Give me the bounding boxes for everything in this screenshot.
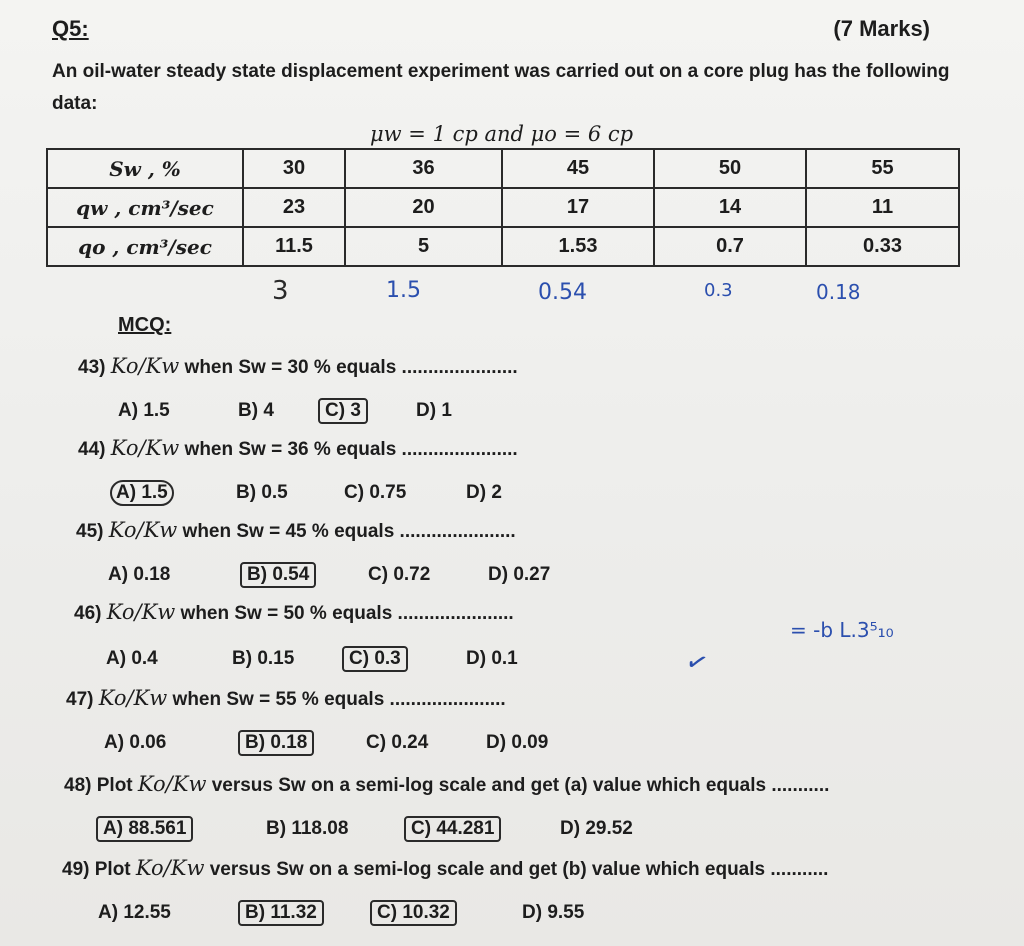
ratio-label: Ko/Kw (137, 772, 207, 796)
table-row (47, 227, 959, 266)
option-c-selected: C) 3 (318, 398, 368, 424)
option-d: D) 0.27 (488, 564, 551, 585)
option-b: B) 118.08 (266, 818, 349, 839)
question-text: when Sw = 45 % equals ...................... (182, 521, 516, 542)
question-47 (66, 686, 506, 711)
marks-label: (7 Marks) (833, 16, 930, 41)
option-d: D) 2 (466, 482, 502, 503)
question-label: Q5: (52, 16, 89, 41)
table-cell: 0.33 (806, 227, 959, 266)
option-c: C) 0.75 (344, 482, 407, 503)
option-d: D) 1 (416, 400, 452, 421)
option-d: D) 0.09 (486, 732, 549, 753)
table-cell: 5 (345, 227, 502, 266)
table-cell: 55 (806, 149, 959, 188)
question-44 (78, 436, 518, 461)
handwritten-note: = -b L.3⁵₁₀ (790, 618, 894, 642)
table-row (47, 149, 959, 188)
question-intro: An oil-water steady state displacement experiment was carried out on a core plug has the following data: (52, 61, 950, 114)
table-row (47, 188, 959, 227)
viscosity-line: μw = 1 cp and μo = 6 cp (370, 122, 634, 146)
table-cell: 30 (243, 149, 345, 188)
question-48 (64, 772, 829, 797)
table-cell: 1.53 (502, 227, 654, 266)
option-b: B) 4 (238, 400, 274, 421)
table-cell: 11.5 (243, 227, 345, 266)
ratio-label: Ko/Kw (108, 518, 178, 542)
table-cell: 0.7 (654, 227, 806, 266)
question-text: versus Sw on a semi-log scale and get (a) value which equals ........... (211, 775, 830, 796)
ratio-label: Ko/Kw (110, 436, 180, 460)
table-cell: 17 (502, 188, 654, 227)
option-a: A) 12.55 (98, 902, 171, 923)
option-c-selected: C) 0.3 (342, 646, 408, 672)
handwritten-ratio: 3 (272, 276, 289, 306)
question-number: 46) (74, 603, 102, 624)
option-a: A) 0.4 (106, 648, 158, 669)
ratio-label: Ko/Kw (106, 600, 176, 624)
ratio-label: Ko/Kw (135, 856, 205, 880)
row-label-sw: Sw , % (47, 149, 243, 188)
question-text: when Sw = 30 % equals ...................... (184, 357, 518, 378)
option-d: D) 0.1 (466, 648, 518, 669)
question-number: 49) Plot (62, 859, 131, 880)
option-c-marked: C) 44.281 (404, 816, 501, 842)
row-label-qo: qo , cm³/sec (47, 227, 243, 266)
option-c: C) 0.24 (366, 732, 429, 753)
question-number: 47) (66, 689, 94, 710)
table-cell: 36 (345, 149, 502, 188)
option-b-selected: B) 11.32 (238, 900, 324, 926)
table-cell: 45 (502, 149, 654, 188)
table-cell: 23 (243, 188, 345, 227)
question-46 (74, 600, 514, 625)
question-49 (62, 856, 828, 881)
question-text: when Sw = 36 % equals ...................... (184, 439, 518, 460)
table-cell: 50 (654, 149, 806, 188)
handwritten-ratio: 0.18 (816, 280, 861, 304)
checkmark-icon: ✓ (681, 645, 712, 681)
handwritten-ratio: 0.3 (704, 280, 733, 301)
question-number: 44) (78, 439, 106, 460)
option-c: C) 0.72 (368, 564, 431, 585)
option-a: A) 0.06 (104, 732, 167, 753)
option-a: A) 1.5 (118, 400, 170, 421)
question-text: when Sw = 55 % equals ...................... (172, 689, 506, 710)
question-43 (78, 354, 518, 379)
option-d: D) 29.52 (560, 818, 633, 839)
ratio-label: Ko/Kw (110, 354, 180, 378)
question-45 (76, 518, 516, 543)
handwritten-ratio: 0.54 (538, 280, 587, 305)
option-b: B) 0.15 (232, 648, 295, 669)
option-b: B) 0.5 (236, 482, 288, 503)
option-b-selected: B) 0.54 (240, 562, 316, 588)
question-number: 45) (76, 521, 104, 542)
option-a: A) 0.18 (108, 564, 171, 585)
ratio-label: Ko/Kw (98, 686, 168, 710)
data-table (46, 148, 960, 267)
question-number: 48) Plot (64, 775, 133, 796)
option-b-selected: B) 0.18 (238, 730, 314, 756)
handwritten-ratio: 1.5 (386, 278, 421, 303)
table-cell: 14 (654, 188, 806, 227)
question-text: when Sw = 50 % equals ...................... (180, 603, 514, 624)
option-a-selected: A) 88.561 (96, 816, 193, 842)
option-a-selected: A) 1.5 (110, 480, 174, 506)
question-text: versus Sw on a semi-log scale and get (b) value which equals ........... (209, 859, 829, 880)
table-cell: 11 (806, 188, 959, 227)
question-number: 43) (78, 357, 106, 378)
table-cell: 20 (345, 188, 502, 227)
option-c-marked: C) 10.32 (370, 900, 457, 926)
row-label-qw: qw , cm³/sec (47, 188, 243, 227)
option-d: D) 9.55 (522, 902, 585, 923)
mcq-title: MCQ: (118, 314, 172, 336)
